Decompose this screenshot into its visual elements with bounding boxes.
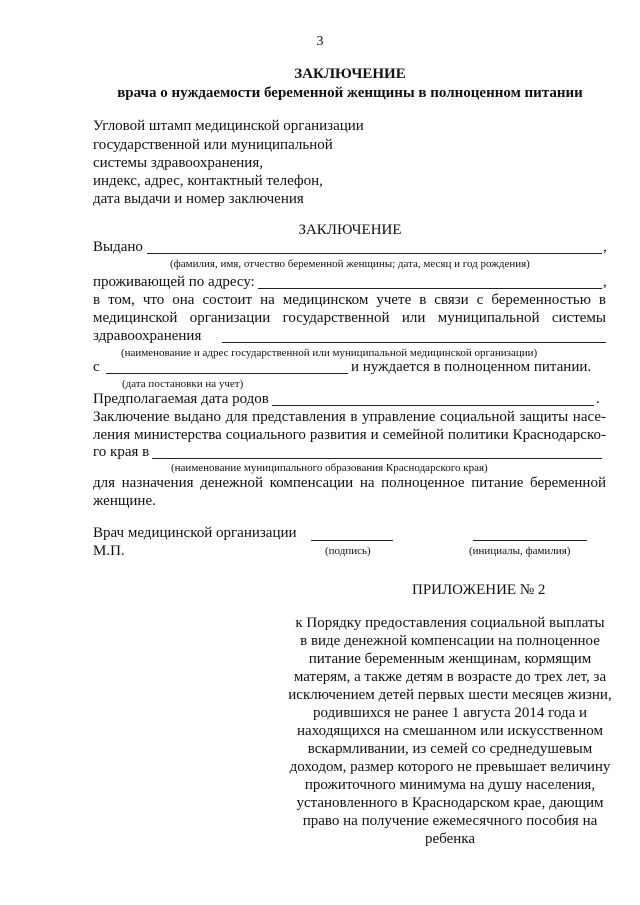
address-end: , xyxy=(603,274,607,290)
purpose-text: ления министерства социального развития и семейной политики Краснодарско- xyxy=(93,427,606,443)
appendix-line: родившихся не ранее 1 августа 2014 года и xyxy=(312,705,588,721)
due-date-end: . xyxy=(596,391,600,407)
organization-hint: (наименование и адрес государственной или муниципальной медицинской организации) xyxy=(121,347,538,359)
appendix-line: матерям, а также детям в возрасте до трех лет, за xyxy=(293,669,607,685)
since-label: с xyxy=(93,359,100,375)
municipality-hint: (наименование муниципального образования Краснодарского края) xyxy=(171,462,488,474)
due-date-label: Предполагаемая дата родов xyxy=(93,391,269,407)
appendix-line: находящихся на смешанном или искусственном xyxy=(297,723,603,739)
signature-hint: (подпись) xyxy=(325,545,371,557)
due-date-field[interactable] xyxy=(272,405,594,406)
page-number: 3 xyxy=(316,34,324,49)
needs-nutrition-text: и нуждается в полноценном питании. xyxy=(351,359,592,375)
doctor-label: Врач медицинской организации xyxy=(93,525,297,541)
seal-label: М.П. xyxy=(93,543,125,559)
initials-hint: (инициалы, фамилия) xyxy=(469,545,571,557)
initials-field[interactable] xyxy=(473,540,587,541)
municipality-field[interactable] xyxy=(152,458,602,459)
issued-to-field[interactable] xyxy=(147,253,602,254)
stamp-line: Угловой штамп медицинской организации xyxy=(93,118,364,134)
signature-field[interactable] xyxy=(311,540,393,541)
registered-text: в том, что она состоит на медицинском учете в связи с беременностью в xyxy=(93,292,606,308)
address-field[interactable] xyxy=(258,288,602,289)
region-label: го края в xyxy=(93,444,150,460)
compensation-text-end: женщине. xyxy=(93,493,156,509)
appendix-title: ПРИЛОЖЕНИЕ № 2 xyxy=(412,582,546,598)
address-label: проживающей по адресу: xyxy=(93,274,255,290)
appendix-line: исключением детей первых шести месяцев жизни, xyxy=(288,687,612,703)
stamp-line: государственной или муниципальной xyxy=(93,137,333,153)
appendix-line: в виде денежной компенсации на полноценное xyxy=(300,633,600,649)
stamp-line: дата выдачи и номер заключения xyxy=(93,191,304,207)
appendix-line: право на получение ежемесячного пособия на xyxy=(302,813,598,829)
organization-field[interactable] xyxy=(222,342,606,343)
purpose-text: Заключение выдано для представления в управление социальной защиты насе- xyxy=(93,409,606,425)
appendix-line: питание беременным женщинам, кормящим xyxy=(308,651,592,667)
stamp-line: системы здравоохранения, xyxy=(93,155,263,171)
appendix-line: к Порядку предоставления социальной выплаты xyxy=(295,615,605,631)
issued-label: Выдано xyxy=(93,239,143,255)
appendix-line: ребенка xyxy=(425,831,475,847)
registration-date-field[interactable] xyxy=(106,373,348,374)
issued-hint: (фамилия, имя, отчество беременной женщины; дата, месяц и год рождения) xyxy=(170,258,530,270)
appendix-line: доходом, размер которого не превышает величину xyxy=(289,759,611,775)
form-title: ЗАКЛЮЧЕНИЕ xyxy=(298,222,402,238)
stamp-line: индекс, адрес, контактный телефон, xyxy=(93,173,323,189)
appendix-line: прожиточного минимума на душу населения, xyxy=(304,777,596,793)
registration-date-hint: (дата постановки на учет) xyxy=(122,378,244,390)
document-subtitle: врача о нуждаемости беременной женщины в полноценном питании xyxy=(117,85,583,101)
registered-text: медицинской организации государственной или муниципальной системы xyxy=(93,310,606,326)
issued-end: , xyxy=(603,239,607,255)
appendix-line: установленного в Краснодарском крае, дающим xyxy=(296,795,604,811)
healthcare-label: здравоохранения xyxy=(93,328,202,344)
document-title: ЗАКЛЮЧЕНИЕ xyxy=(294,66,406,82)
compensation-text: для назначения денежной компенсации на полноценное питание беременной xyxy=(93,475,606,491)
appendix-line: вскармливании, из семей со среднедушевым xyxy=(307,741,593,757)
